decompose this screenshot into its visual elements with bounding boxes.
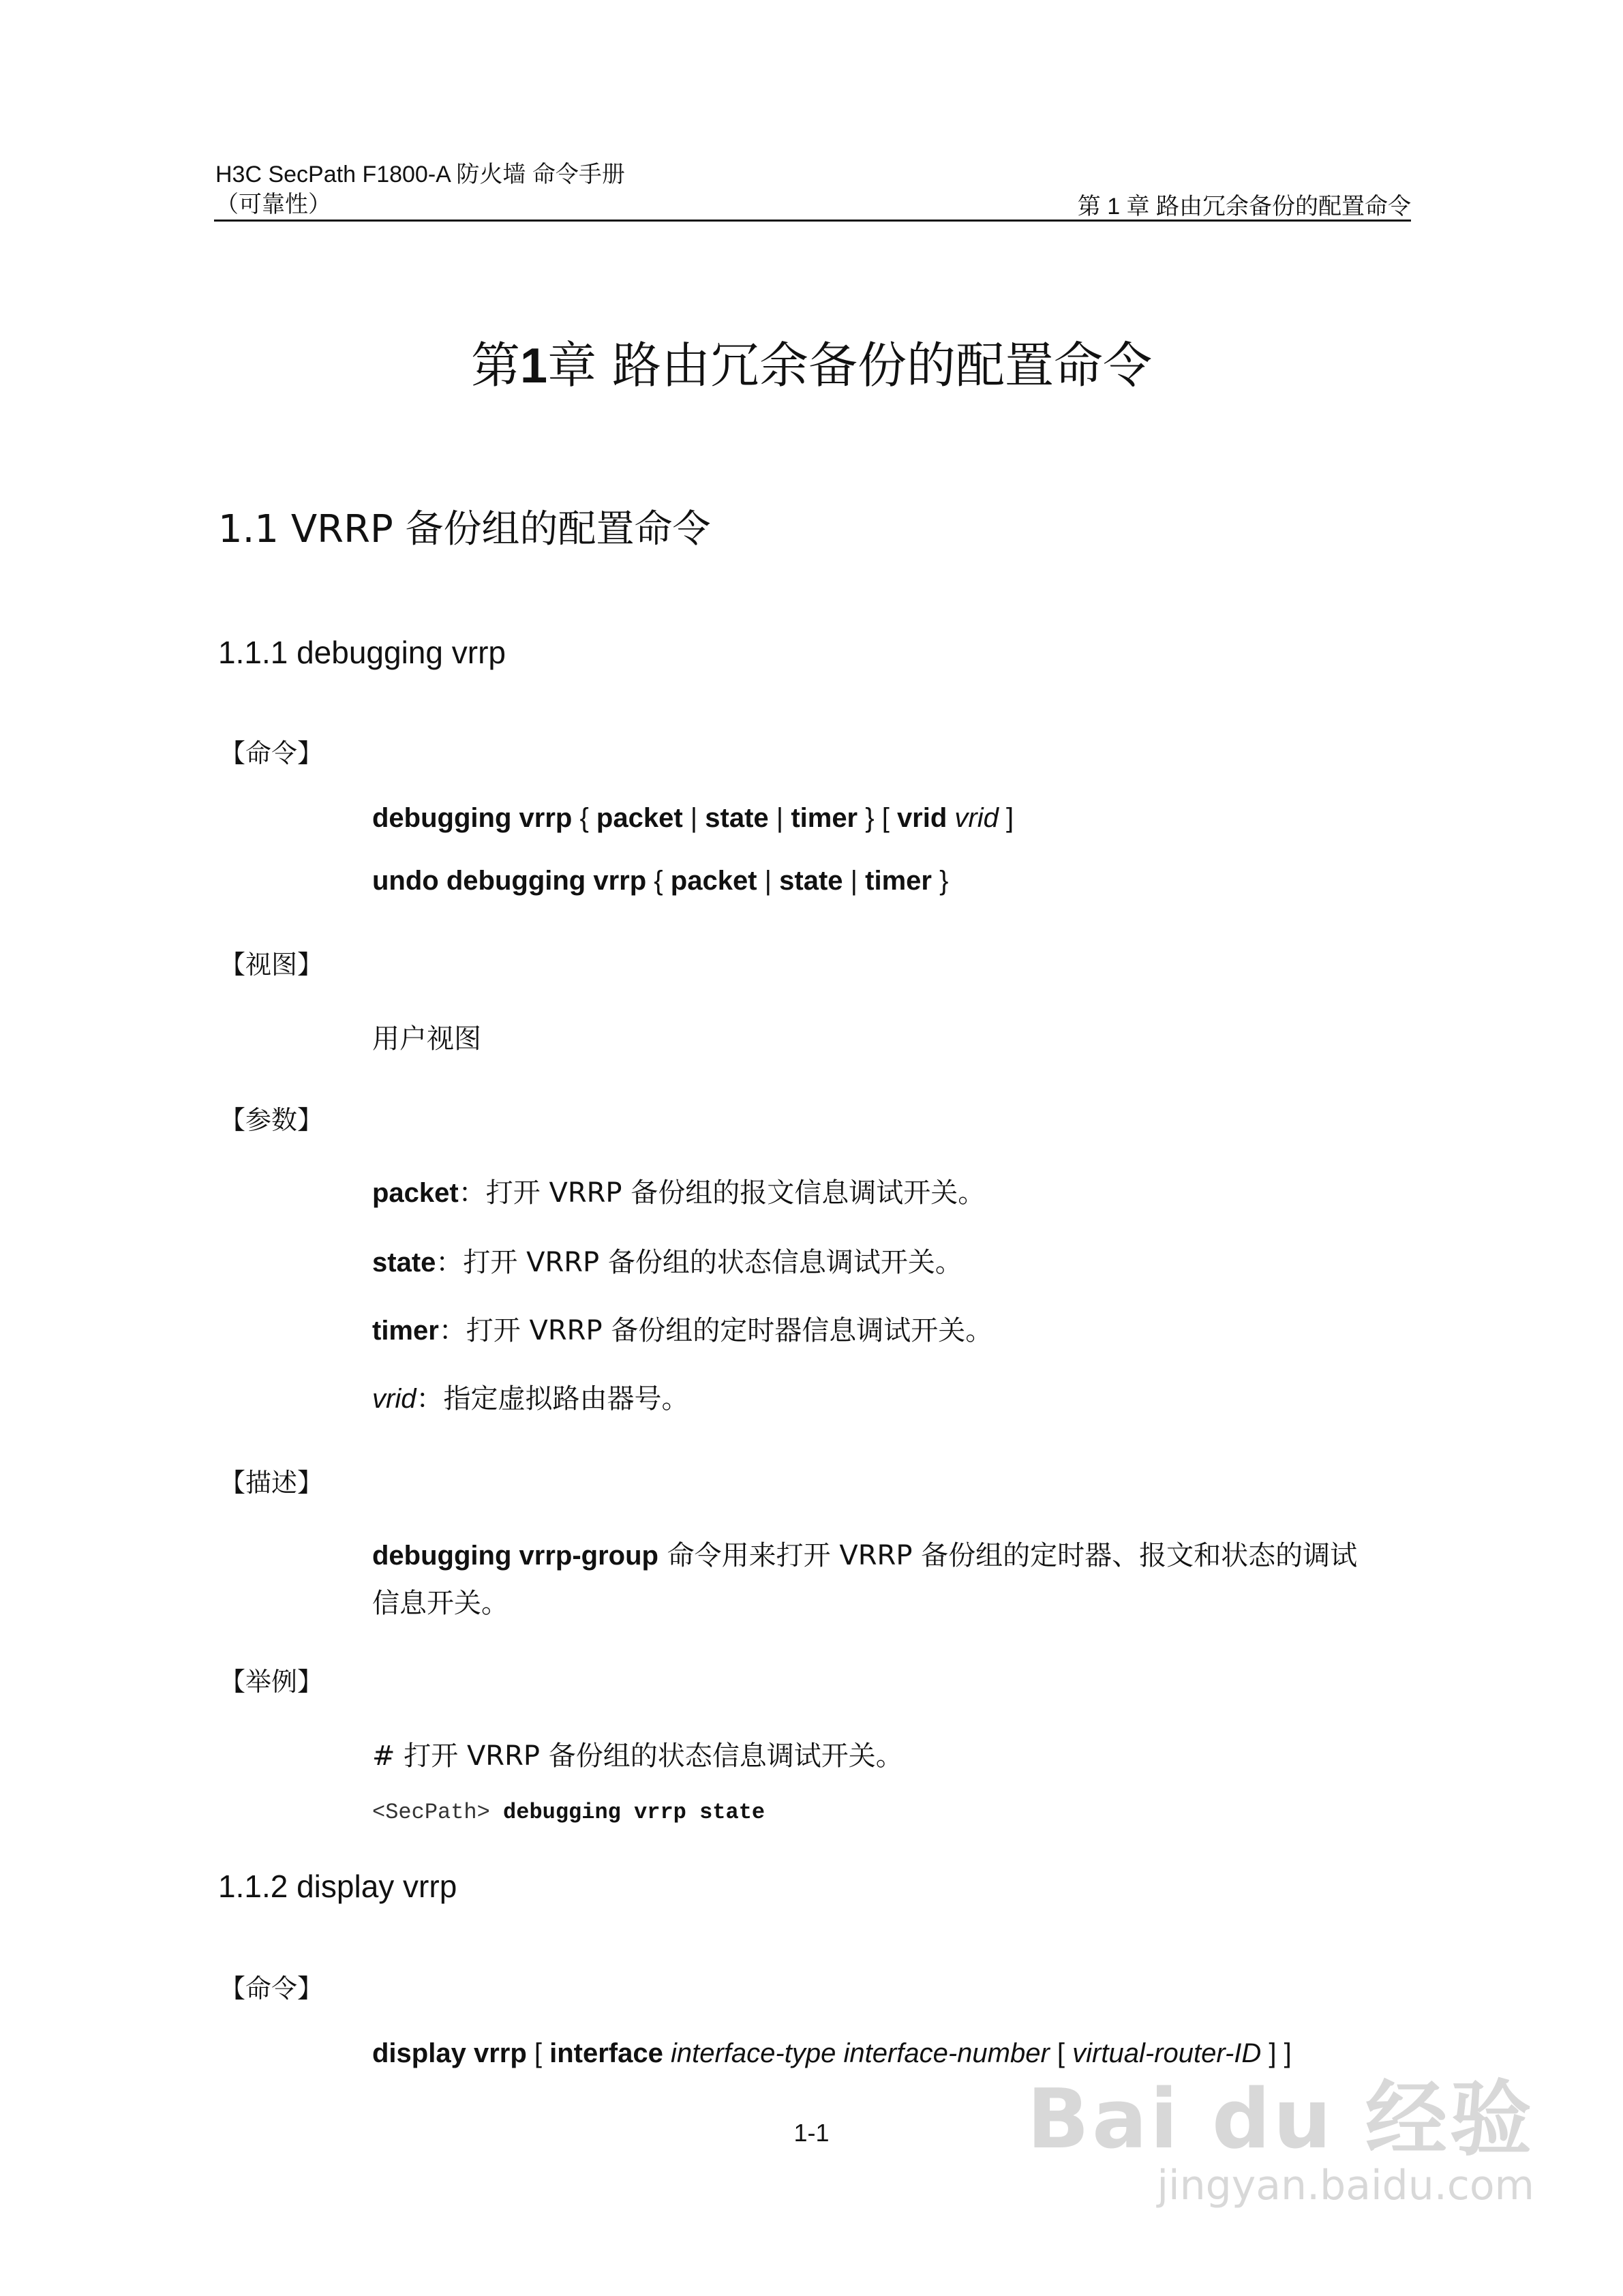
label-params: 【参数】: [219, 1105, 324, 1135]
baidu-watermark: [1027, 2072, 1534, 2210]
example-code: <SecPath> debugging vrrp state: [372, 1800, 765, 1825]
example-text: # 打开 VRRP 备份组的状态信息调试开关。: [372, 1740, 903, 1772]
header-title: H3C SecPath F1800-A 防火墙 命令手册: [215, 162, 625, 187]
page-number: 1-1: [793, 2119, 830, 2147]
header-chapter: 第 1 章 路由冗余备份的配置命令: [1077, 194, 1411, 220]
chapter-title: 第1章 路由冗余备份的配置命令: [471, 337, 1152, 394]
watermark-logo: Bai du 经验: [1027, 2072, 1534, 2167]
label-command: 【命令】: [219, 738, 324, 768]
desc-line-1: debugging vrrp-group 命令用来打开 VRRP 备份组的定时器、报文和状态的调试: [372, 1540, 1358, 1571]
label-command-2: 【命令】: [219, 1974, 324, 2004]
view-text: 用户视图: [372, 1023, 481, 1055]
label-example: 【举例】: [219, 1667, 324, 1697]
label-view: 【视图】: [219, 950, 324, 980]
label-desc: 【描述】: [219, 1468, 324, 1498]
command-syntax-2: undo debugging vrrp { packet | state | timer }: [372, 866, 949, 896]
subsection-heading-debugging-vrrp: 1.1.1 debugging vrrp: [218, 635, 506, 670]
command-syntax-1: debugging vrrp { packet | state | timer } [ vrid vrid ]: [372, 803, 1014, 833]
param-packet: packet：打开 VRRP 备份组的报文信息调试开关。: [372, 1177, 986, 1209]
command-syntax-display: display vrrp [ interface interface-type interface-number [ virtual-router-ID ] ]: [372, 2038, 1292, 2068]
header-subtitle: （可靠性）: [215, 192, 331, 217]
section-heading: 1.1 VRRP 备份组的配置命令: [218, 507, 711, 552]
param-vrid: vrid：指定虚拟路由器号。: [372, 1383, 689, 1415]
param-timer: timer：打开 VRRP 备份组的定时器信息调试开关。: [372, 1315, 993, 1346]
watermark-url: jingyan.baidu.com: [1157, 2162, 1534, 2209]
header-rule: [214, 220, 1411, 222]
subsection-heading-display-vrrp: 1.1.2 display vrrp: [218, 1869, 457, 1904]
param-state: state：打开 VRRP 备份组的状态信息调试开关。: [372, 1247, 962, 1278]
desc-line-2: 信息开关。: [372, 1588, 509, 1619]
